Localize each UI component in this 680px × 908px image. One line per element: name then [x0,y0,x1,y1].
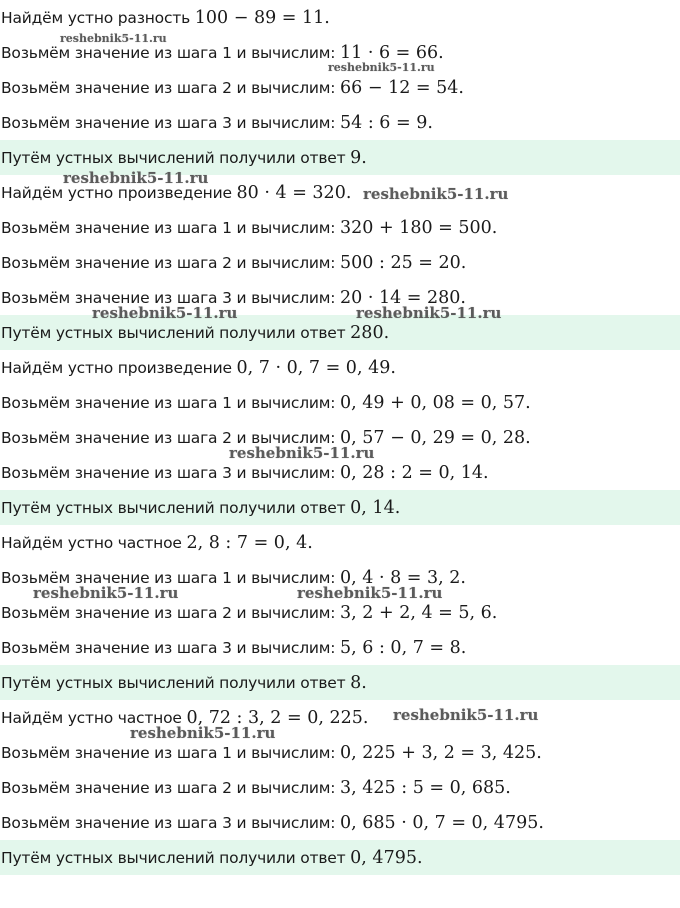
watermark: reshebnik5-11.ru [328,61,435,74]
answer-text: Путём устных вычислений получили ответ [1,849,351,867]
answer-text: Путём устных вычислений получили ответ [1,499,351,517]
step-text: Возьмём значение из шага 1 и вычислим: [1,394,341,412]
solution-step [0,385,680,420]
step-text: Возьмём значение из шага 2 и вычислим: [1,779,341,797]
step-math: 11 · 6 = 66. [340,43,444,63]
step-text: Возьмём значение из шага 3 и вычислим: [1,464,341,482]
step-text: Возьмём значение из шага 1 и вычислим: [1,744,341,762]
step-math: 80 · 4 = 320. [236,183,352,203]
answer-math: 0, 14. [350,498,401,518]
answer-line [0,840,680,875]
step-math: 0, 7 · 0, 7 = 0, 49. [236,358,396,378]
step-text: Возьмём значение из шага 1 и вычислим: [1,44,341,62]
step-text: Найдём устно произведение [1,359,237,377]
watermark: reshebnik5-11.ru [63,169,209,187]
step-math: 100 − 89 = 11. [194,8,330,28]
step-text: Найдём устно разность [1,9,195,27]
watermark: reshebnik5-11.ru [60,32,167,45]
step-math: 3, 425 : 5 = 0, 685. [340,778,511,798]
step-math: 66 − 12 = 54. [340,78,464,98]
answer-math: 280. [350,323,390,343]
step-text: Найдём устно произведение [1,184,237,202]
watermark: reshebnik5-11.ru [356,304,502,322]
step-math: 0, 49 + 0, 08 = 0, 57. [340,393,531,413]
answer-text: Путём устных вычислений получили ответ [1,149,351,167]
step-math: 5, 6 : 0, 7 = 8. [340,638,467,658]
step-text: Возьмём значение из шага 3 и вычислим: [1,289,341,307]
watermark: reshebnik5-11.ru [393,706,539,724]
watermark: reshebnik5-11.ru [92,304,238,322]
step-text: Возьмём значение из шага 3 и вычислим: [1,814,341,832]
solution-step [0,700,680,735]
solution-step [0,735,680,770]
solution-step [0,630,680,665]
answer-line [0,665,680,700]
solution-step [0,350,680,385]
step-math: 0, 4 · 8 = 3, 2. [340,568,466,588]
watermark: reshebnik5-11.ru [229,444,375,462]
step-math: 0, 57 − 0, 29 = 0, 28. [340,428,531,448]
step-math: 2, 8 : 7 = 0, 4. [186,533,313,553]
answer-math: 0, 4795. [350,848,423,868]
watermark: reshebnik5-11.ru [363,185,509,203]
step-text: Возьмём значение из шага 1 и вычислим: [1,219,341,237]
step-math: 54 : 6 = 9. [340,113,433,133]
answer-line [0,490,680,525]
step-text: Возьмём значение из шага 2 и вычислим: [1,79,341,97]
step-math: 0, 28 : 2 = 0, 14. [340,463,489,483]
step-text: Возьмём значение из шага 2 и вычислим: [1,604,341,622]
step-math: 0, 685 · 0, 7 = 0, 4795. [340,813,544,833]
step-text: Возьмём значение из шага 3 и вычислим: [1,114,341,132]
solution-step [0,70,680,105]
step-text: Возьмём значение из шага 2 и вычислим: [1,254,341,272]
solution-step [0,210,680,245]
solution-step [0,770,680,805]
answer-text: Путём устных вычислений получили ответ [1,324,351,342]
step-math: 0, 72 : 3, 2 = 0, 225. [186,708,369,728]
solution-step [0,0,680,35]
step-text: Возьмём значение из шага 3 и вычислим: [1,639,341,657]
step-math: 3, 2 + 2, 4 = 5, 6. [340,603,498,623]
answer-math: 9. [350,148,367,168]
solution-step [0,105,680,140]
watermark: reshebnik5-11.ru [297,584,443,602]
solution-step [0,805,680,840]
step-text: Найдём устно частное [1,709,187,727]
answer-text: Путём устных вычислений получили ответ [1,674,351,692]
solution-step [0,245,680,280]
solution-step [0,525,680,560]
step-math: 20 · 14 = 280. [340,288,466,308]
step-text: Возьмём значение из шага 1 и вычислим: [1,569,341,587]
watermark: reshebnik5-11.ru [33,584,179,602]
step-math: 0, 225 + 3, 2 = 3, 425. [340,743,542,763]
step-math: 320 + 180 = 500. [340,218,498,238]
step-text: Найдём устно частное [1,534,187,552]
answer-math: 8. [350,673,367,693]
watermark: reshebnik5-11.ru [130,724,276,742]
step-math: 500 : 25 = 20. [340,253,467,273]
step-text: Возьмём значение из шага 2 и вычислим: [1,429,341,447]
